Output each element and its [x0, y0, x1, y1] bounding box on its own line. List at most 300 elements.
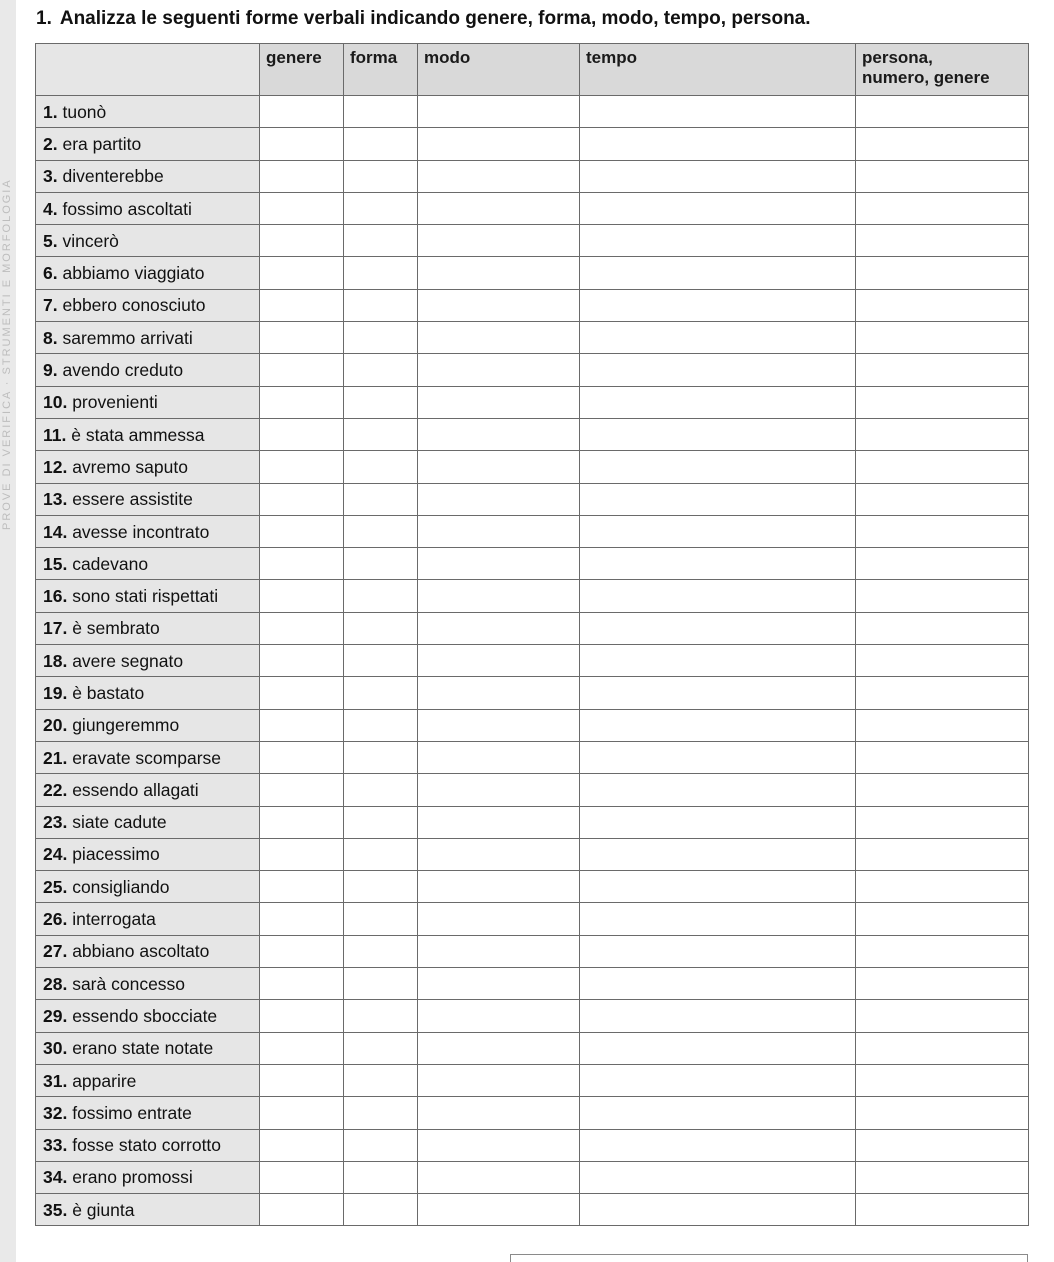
- item-number: 13.: [43, 489, 68, 510]
- tempo-answer-cell[interactable]: [580, 483, 856, 515]
- forma-answer-cell[interactable]: [344, 871, 418, 903]
- forma-answer-cell[interactable]: [344, 1129, 418, 1161]
- verb-form: piacessimo: [72, 844, 160, 865]
- forma-answer-cell[interactable]: [344, 1000, 418, 1032]
- verb-label-cell: [36, 451, 260, 483]
- item-number: 27.: [43, 941, 68, 962]
- item-number: 1.: [43, 101, 58, 122]
- table-row: [36, 418, 1029, 450]
- persona-answer-cell[interactable]: [856, 1000, 1029, 1032]
- modo-answer-cell[interactable]: [418, 257, 580, 289]
- verb-form: essendo sbocciate: [72, 1005, 218, 1026]
- verb-form: consigliando: [72, 876, 170, 897]
- tempo-answer-cell[interactable]: [580, 709, 856, 741]
- genere-answer-cell[interactable]: [260, 871, 344, 903]
- persona-answer-cell[interactable]: [856, 677, 1029, 709]
- tempo-answer-cell[interactable]: [580, 160, 856, 192]
- genere-answer-cell[interactable]: [260, 1032, 344, 1064]
- tempo-answer-cell[interactable]: [580, 903, 856, 935]
- genere-answer-cell[interactable]: [260, 580, 344, 612]
- header-genere: genere: [260, 44, 344, 96]
- table-row: [36, 1097, 1029, 1129]
- verb-label-cell: [36, 806, 260, 838]
- modo-answer-cell[interactable]: [418, 968, 580, 1000]
- tempo-answer-cell[interactable]: [580, 806, 856, 838]
- verb-form: eravate scomparse: [72, 747, 222, 768]
- persona-answer-cell[interactable]: [856, 903, 1029, 935]
- verb-label-cell: [36, 1194, 260, 1226]
- header-persona-line1: persona,: [862, 48, 933, 67]
- modo-answer-cell[interactable]: [418, 548, 580, 580]
- modo-answer-cell[interactable]: [418, 96, 580, 128]
- genere-answer-cell[interactable]: [260, 968, 344, 1000]
- verb-form: sarà concesso: [72, 973, 186, 994]
- genere-answer-cell[interactable]: [260, 418, 344, 450]
- modo-answer-cell[interactable]: [418, 354, 580, 386]
- table-row: [36, 386, 1029, 418]
- table-row: [36, 1032, 1029, 1064]
- genere-answer-cell[interactable]: [260, 645, 344, 677]
- table-row: [36, 225, 1029, 257]
- genere-answer-cell[interactable]: [260, 483, 344, 515]
- item-number: 7.: [43, 295, 58, 316]
- tempo-answer-cell[interactable]: [580, 322, 856, 354]
- genere-answer-cell[interactable]: [260, 548, 344, 580]
- forma-answer-cell[interactable]: [344, 289, 418, 321]
- persona-answer-cell[interactable]: [856, 160, 1029, 192]
- genere-answer-cell[interactable]: [260, 677, 344, 709]
- header-persona-line2: numero, genere: [862, 68, 990, 87]
- persona-answer-cell[interactable]: [856, 1161, 1029, 1193]
- modo-answer-cell[interactable]: [418, 418, 580, 450]
- tempo-answer-cell[interactable]: [580, 741, 856, 773]
- table-row: [36, 160, 1029, 192]
- item-number: 14.: [43, 521, 68, 542]
- genere-answer-cell[interactable]: [260, 1097, 344, 1129]
- tempo-answer-cell[interactable]: [580, 548, 856, 580]
- forma-answer-cell[interactable]: [344, 838, 418, 870]
- tempo-answer-cell[interactable]: [580, 225, 856, 257]
- table-row: [36, 1064, 1029, 1096]
- tempo-answer-cell[interactable]: [580, 1161, 856, 1193]
- modo-answer-cell[interactable]: [418, 1129, 580, 1161]
- forma-answer-cell[interactable]: [344, 1097, 418, 1129]
- modo-answer-cell[interactable]: [418, 903, 580, 935]
- forma-answer-cell[interactable]: [344, 386, 418, 418]
- forma-answer-cell[interactable]: [344, 968, 418, 1000]
- modo-answer-cell[interactable]: [418, 1064, 580, 1096]
- persona-answer-cell[interactable]: [856, 580, 1029, 612]
- item-number: 2.: [43, 133, 58, 154]
- genere-answer-cell[interactable]: [260, 515, 344, 547]
- table-row: [36, 322, 1029, 354]
- table-row: [36, 968, 1029, 1000]
- forma-answer-cell[interactable]: [344, 903, 418, 935]
- forma-answer-cell[interactable]: [344, 741, 418, 773]
- forma-answer-cell[interactable]: [344, 96, 418, 128]
- genere-answer-cell[interactable]: [260, 838, 344, 870]
- table-row: [36, 1000, 1029, 1032]
- verb-label-cell: [36, 741, 260, 773]
- verb-label-cell: [36, 645, 260, 677]
- table-row: [36, 515, 1029, 547]
- table-row: [36, 580, 1029, 612]
- item-number: 25.: [43, 876, 68, 897]
- genere-answer-cell[interactable]: [260, 289, 344, 321]
- forma-answer-cell[interactable]: [344, 709, 418, 741]
- item-number: 30.: [43, 1038, 68, 1059]
- genere-answer-cell[interactable]: [260, 1000, 344, 1032]
- genere-answer-cell[interactable]: [260, 128, 344, 160]
- genere-answer-cell[interactable]: [260, 257, 344, 289]
- genere-answer-cell[interactable]: [260, 903, 344, 935]
- forma-answer-cell[interactable]: [344, 935, 418, 967]
- modo-answer-cell[interactable]: [418, 1097, 580, 1129]
- verb-form: essendo allagati: [72, 779, 199, 800]
- verb-form: è sembrato: [72, 618, 160, 639]
- verb-label-cell: [36, 515, 260, 547]
- tempo-answer-cell[interactable]: [580, 1000, 856, 1032]
- verb-form: tuonò: [62, 101, 107, 122]
- item-number: 29.: [43, 1005, 68, 1026]
- tempo-answer-cell[interactable]: [580, 418, 856, 450]
- forma-answer-cell[interactable]: [344, 1161, 418, 1193]
- table-row: [36, 192, 1029, 224]
- item-number: 17.: [43, 618, 68, 639]
- item-number: 20.: [43, 715, 68, 736]
- table-row: [36, 1194, 1029, 1226]
- item-number: 11.: [43, 424, 67, 445]
- persona-answer-cell[interactable]: [856, 871, 1029, 903]
- verb-label-cell: [36, 96, 260, 128]
- verb-form: fossimo ascoltati: [62, 198, 192, 219]
- verb-label-cell: [36, 677, 260, 709]
- persona-answer-cell[interactable]: [856, 806, 1029, 838]
- side-strip: [0, 0, 16, 1262]
- tempo-answer-cell[interactable]: [580, 1194, 856, 1226]
- persona-answer-cell[interactable]: [856, 128, 1029, 160]
- tempo-answer-cell[interactable]: [580, 192, 856, 224]
- table-row: [36, 128, 1029, 160]
- genere-answer-cell[interactable]: [260, 935, 344, 967]
- persona-answer-cell[interactable]: [856, 935, 1029, 967]
- persona-answer-cell[interactable]: [856, 354, 1029, 386]
- tempo-answer-cell[interactable]: [580, 257, 856, 289]
- modo-answer-cell[interactable]: [418, 483, 580, 515]
- tempo-answer-cell[interactable]: [580, 580, 856, 612]
- table-row: [36, 354, 1029, 386]
- verb-label-cell: [36, 709, 260, 741]
- genere-answer-cell[interactable]: [260, 741, 344, 773]
- modo-answer-cell[interactable]: [418, 386, 580, 418]
- persona-answer-cell[interactable]: [856, 645, 1029, 677]
- modo-answer-cell[interactable]: [418, 709, 580, 741]
- forma-answer-cell[interactable]: [344, 322, 418, 354]
- item-number: 4.: [43, 198, 58, 219]
- exercise-instruction: Analizza le seguenti forme verbali indicando genere, forma, modo, tempo, persona.: [59, 8, 811, 29]
- verb-label-cell: [36, 354, 260, 386]
- genere-answer-cell[interactable]: [260, 354, 344, 386]
- forma-answer-cell[interactable]: [344, 1064, 418, 1096]
- modo-answer-cell[interactable]: [418, 838, 580, 870]
- verb-label-cell: [36, 612, 260, 644]
- modo-answer-cell[interactable]: [418, 935, 580, 967]
- modo-answer-cell[interactable]: [418, 871, 580, 903]
- modo-answer-cell[interactable]: [418, 1194, 580, 1226]
- forma-answer-cell[interactable]: [344, 192, 418, 224]
- genere-answer-cell[interactable]: [260, 806, 344, 838]
- forma-answer-cell[interactable]: [344, 418, 418, 450]
- verb-form: avendo creduto: [62, 360, 184, 381]
- table-body: [36, 96, 1029, 1226]
- header-tempo: tempo: [580, 44, 856, 96]
- verb-form: provenienti: [72, 392, 158, 413]
- forma-answer-cell[interactable]: [344, 677, 418, 709]
- modo-answer-cell[interactable]: [418, 192, 580, 224]
- genere-answer-cell[interactable]: [260, 1194, 344, 1226]
- genere-answer-cell[interactable]: [260, 1064, 344, 1096]
- verb-form: giungeremmo: [72, 715, 180, 736]
- modo-answer-cell[interactable]: [418, 806, 580, 838]
- verb-label-cell: [36, 257, 260, 289]
- persona-answer-cell[interactable]: [856, 225, 1029, 257]
- verb-label-cell: [36, 871, 260, 903]
- genere-answer-cell[interactable]: [260, 1161, 344, 1193]
- verb-form: saremmo arrivati: [62, 327, 193, 348]
- item-number: 18.: [43, 650, 68, 671]
- persona-answer-cell[interactable]: [856, 741, 1029, 773]
- verb-form: abbiamo viaggiato: [62, 263, 205, 284]
- verb-form: abbiano ascoltato: [72, 941, 210, 962]
- modo-answer-cell[interactable]: [418, 322, 580, 354]
- table-row: [36, 741, 1029, 773]
- persona-answer-cell[interactable]: [856, 612, 1029, 644]
- persona-answer-cell[interactable]: [856, 968, 1029, 1000]
- item-number: 32.: [43, 1102, 68, 1123]
- persona-answer-cell[interactable]: [856, 257, 1029, 289]
- modo-answer-cell[interactable]: [418, 580, 580, 612]
- verb-label-cell: [36, 1161, 260, 1193]
- tempo-answer-cell[interactable]: [580, 935, 856, 967]
- forma-answer-cell[interactable]: [344, 257, 418, 289]
- verb-label-cell: [36, 128, 260, 160]
- tempo-answer-cell[interactable]: [580, 386, 856, 418]
- verb-label-cell: [36, 1097, 260, 1129]
- persona-answer-cell[interactable]: [856, 96, 1029, 128]
- verb-label-cell: [36, 838, 260, 870]
- verb-label-cell: [36, 483, 260, 515]
- tempo-answer-cell[interactable]: [580, 289, 856, 321]
- modo-answer-cell[interactable]: [418, 774, 580, 806]
- modo-answer-cell[interactable]: [418, 677, 580, 709]
- verb-form: apparire: [72, 1070, 137, 1091]
- item-number: 35.: [43, 1199, 68, 1220]
- verb-label-cell: [36, 322, 260, 354]
- verb-label-cell: [36, 160, 260, 192]
- verb-label-cell: [36, 903, 260, 935]
- item-number: 33.: [43, 1135, 68, 1156]
- verb-label-cell: [36, 548, 260, 580]
- modo-answer-cell[interactable]: [418, 645, 580, 677]
- tempo-answer-cell[interactable]: [580, 871, 856, 903]
- persona-answer-cell[interactable]: [856, 838, 1029, 870]
- modo-answer-cell[interactable]: [418, 1000, 580, 1032]
- genere-answer-cell[interactable]: [260, 96, 344, 128]
- persona-answer-cell[interactable]: [856, 322, 1029, 354]
- table-row: [36, 289, 1029, 321]
- persona-answer-cell[interactable]: [856, 1032, 1029, 1064]
- tempo-answer-cell[interactable]: [580, 1032, 856, 1064]
- table-row: [36, 451, 1029, 483]
- verb-label-cell: [36, 289, 260, 321]
- table-row: [36, 709, 1029, 741]
- forma-answer-cell[interactable]: [344, 128, 418, 160]
- verb-form: avere segnato: [72, 650, 184, 671]
- persona-answer-cell[interactable]: [856, 548, 1029, 580]
- forma-answer-cell[interactable]: [344, 774, 418, 806]
- item-number: 26.: [43, 909, 68, 930]
- table-row: [36, 257, 1029, 289]
- genere-answer-cell[interactable]: [260, 160, 344, 192]
- forma-answer-cell[interactable]: [344, 806, 418, 838]
- verb-form: fossimo entrate: [72, 1102, 192, 1123]
- tempo-answer-cell[interactable]: [580, 96, 856, 128]
- forma-answer-cell[interactable]: [344, 354, 418, 386]
- verb-form: avremo saputo: [72, 456, 188, 477]
- item-number: 8.: [43, 327, 58, 348]
- verb-form: è stata ammessa: [71, 424, 205, 445]
- verb-form: avesse incontrato: [72, 521, 210, 542]
- verb-label-cell: [36, 1064, 260, 1096]
- forma-answer-cell[interactable]: [344, 548, 418, 580]
- genere-answer-cell[interactable]: [260, 1129, 344, 1161]
- header-corner: [36, 44, 260, 96]
- forma-answer-cell[interactable]: [344, 580, 418, 612]
- tempo-answer-cell[interactable]: [580, 774, 856, 806]
- forma-answer-cell[interactable]: [344, 612, 418, 644]
- exercise-title: [36, 8, 811, 30]
- tempo-answer-cell[interactable]: [580, 677, 856, 709]
- persona-answer-cell[interactable]: [856, 289, 1029, 321]
- item-number: 21.: [43, 747, 68, 768]
- table-row: [36, 1161, 1029, 1193]
- verb-label-cell: [36, 935, 260, 967]
- tempo-answer-cell[interactable]: [580, 515, 856, 547]
- forma-answer-cell[interactable]: [344, 160, 418, 192]
- tempo-answer-cell[interactable]: [580, 451, 856, 483]
- verb-form: cadevano: [72, 553, 149, 574]
- table-row: [36, 548, 1029, 580]
- persona-answer-cell[interactable]: [856, 709, 1029, 741]
- genere-answer-cell[interactable]: [260, 386, 344, 418]
- genere-answer-cell[interactable]: [260, 225, 344, 257]
- item-number: 5.: [43, 230, 58, 251]
- tempo-answer-cell[interactable]: [580, 354, 856, 386]
- item-number: 22.: [43, 779, 68, 800]
- verb-form: ebbero conosciuto: [62, 295, 206, 316]
- verb-label-cell: [36, 580, 260, 612]
- verb-form: era partito: [62, 133, 142, 154]
- genere-answer-cell[interactable]: [260, 192, 344, 224]
- header-persona: [856, 44, 1029, 96]
- item-number: 15.: [43, 553, 68, 574]
- genere-answer-cell[interactable]: [260, 451, 344, 483]
- item-number: 3.: [43, 166, 58, 187]
- table-row: [36, 612, 1029, 644]
- item-number: 9.: [43, 360, 58, 381]
- persona-answer-cell[interactable]: [856, 774, 1029, 806]
- forma-answer-cell[interactable]: [344, 225, 418, 257]
- next-exercise-box: [510, 1254, 1028, 1262]
- persona-answer-cell[interactable]: [856, 483, 1029, 515]
- modo-answer-cell[interactable]: [418, 289, 580, 321]
- genere-answer-cell[interactable]: [260, 709, 344, 741]
- modo-answer-cell[interactable]: [418, 128, 580, 160]
- tempo-answer-cell[interactable]: [580, 612, 856, 644]
- persona-answer-cell[interactable]: [856, 451, 1029, 483]
- table-row: [36, 774, 1029, 806]
- tempo-answer-cell[interactable]: [580, 1064, 856, 1096]
- item-number: 10.: [43, 392, 68, 413]
- verb-form: sono stati rispettati: [72, 586, 219, 607]
- tempo-answer-cell[interactable]: [580, 1129, 856, 1161]
- table-row: [36, 838, 1029, 870]
- forma-answer-cell[interactable]: [344, 483, 418, 515]
- persona-answer-cell[interactable]: [856, 1129, 1029, 1161]
- modo-answer-cell[interactable]: [418, 160, 580, 192]
- modo-answer-cell[interactable]: [418, 1032, 580, 1064]
- exercise-number: 1.: [36, 8, 52, 29]
- genere-answer-cell[interactable]: [260, 774, 344, 806]
- verb-form: interrogata: [72, 909, 156, 930]
- forma-answer-cell[interactable]: [344, 645, 418, 677]
- persona-answer-cell[interactable]: [856, 418, 1029, 450]
- modo-answer-cell[interactable]: [418, 612, 580, 644]
- modo-answer-cell[interactable]: [418, 741, 580, 773]
- verb-label-cell: [36, 1032, 260, 1064]
- genere-answer-cell[interactable]: [260, 612, 344, 644]
- persona-answer-cell[interactable]: [856, 1194, 1029, 1226]
- forma-answer-cell[interactable]: [344, 1194, 418, 1226]
- forma-answer-cell[interactable]: [344, 1032, 418, 1064]
- table-header-row: [36, 44, 1029, 96]
- forma-answer-cell[interactable]: [344, 515, 418, 547]
- persona-answer-cell[interactable]: [856, 515, 1029, 547]
- tempo-answer-cell[interactable]: [580, 128, 856, 160]
- modo-answer-cell[interactable]: [418, 515, 580, 547]
- verb-analysis-table: [35, 43, 1029, 1226]
- modo-answer-cell[interactable]: [418, 225, 580, 257]
- modo-answer-cell[interactable]: [418, 1161, 580, 1193]
- tempo-answer-cell[interactable]: [580, 968, 856, 1000]
- tempo-answer-cell[interactable]: [580, 645, 856, 677]
- forma-answer-cell[interactable]: [344, 451, 418, 483]
- tempo-answer-cell[interactable]: [580, 1097, 856, 1129]
- verb-label-cell: [36, 1129, 260, 1161]
- persona-answer-cell[interactable]: [856, 386, 1029, 418]
- persona-answer-cell[interactable]: [856, 1097, 1029, 1129]
- persona-answer-cell[interactable]: [856, 192, 1029, 224]
- verb-label-cell: [36, 774, 260, 806]
- genere-answer-cell[interactable]: [260, 322, 344, 354]
- verb-form: vincerò: [62, 230, 119, 251]
- tempo-answer-cell[interactable]: [580, 838, 856, 870]
- table-row: [36, 96, 1029, 128]
- modo-answer-cell[interactable]: [418, 451, 580, 483]
- persona-answer-cell[interactable]: [856, 1064, 1029, 1096]
- header-modo: modo: [418, 44, 580, 96]
- verb-form: erano promossi: [72, 1167, 193, 1188]
